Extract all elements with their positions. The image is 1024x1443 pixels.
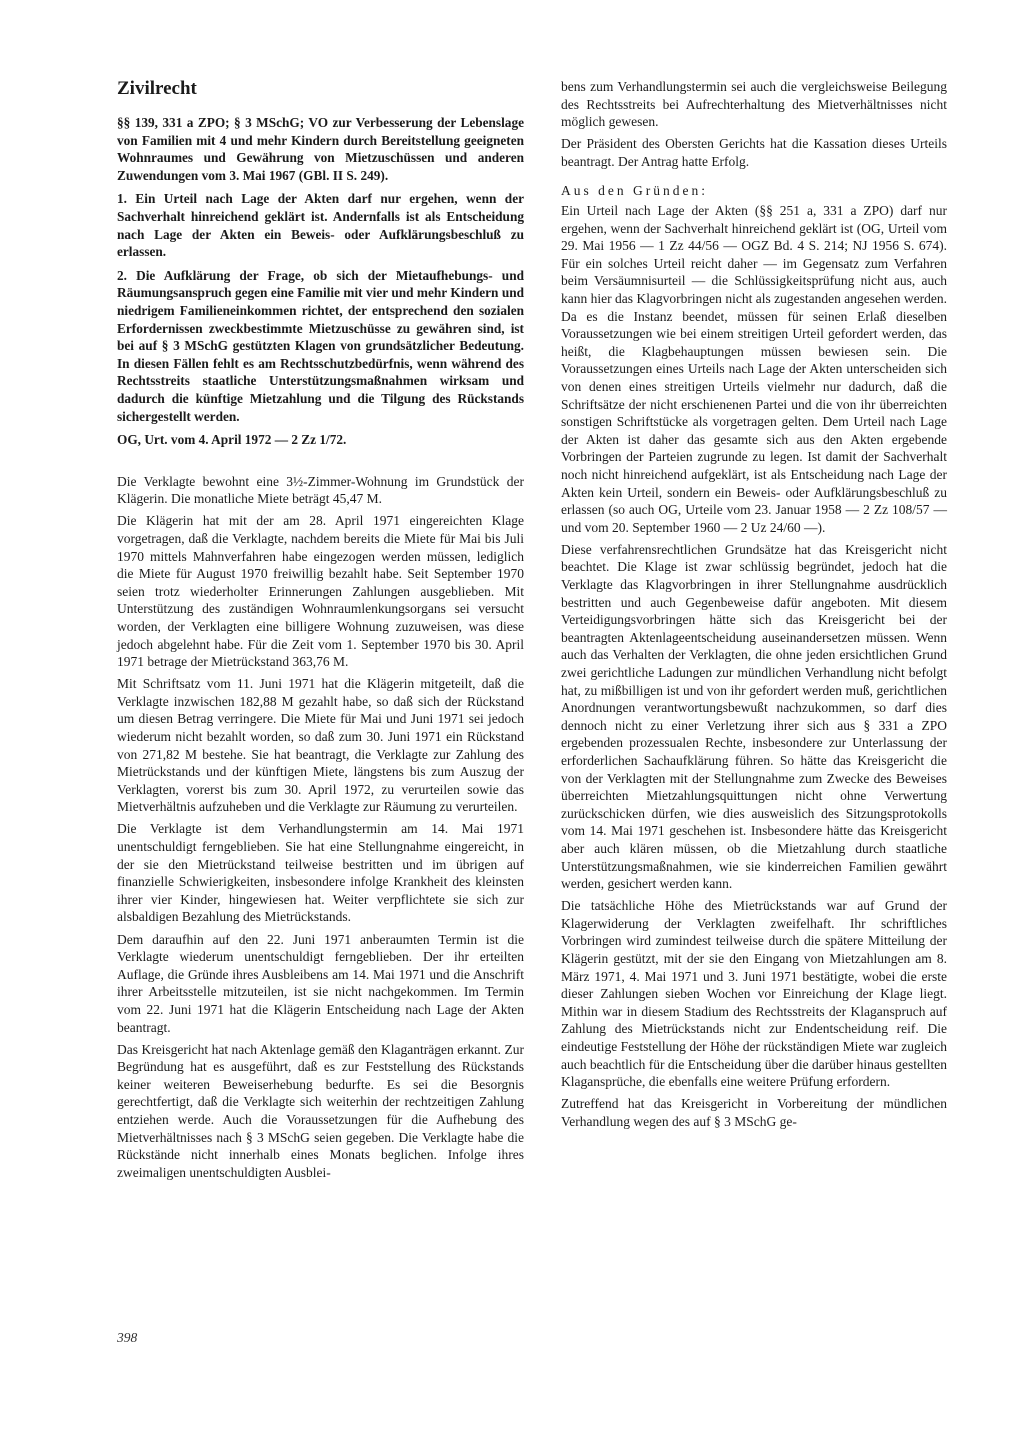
- right-paragraph-4: Zutreffend hat das Kreisgericht in Vorbereitung der mündlichen Verhandlung wegen des auf § 3 MSchG ge-: [561, 1096, 947, 1129]
- left-paragraph-1: Die Verklagte bewohnt eine 3½-Zimmer-Wohnung im Grundstück der Klägerin. Die monatliche Miete beträgt 45,47 M.: [117, 473, 524, 507]
- page-number: 398: [117, 1330, 138, 1345]
- headnote-point-2: 2. Die Aufklärung der Frage, ob sich der Mietaufhebungs- und Räumungsanspruch gegen eine Familie mit vier und mehr Kindern und niedrigem Familieneinkommen richtet, der entsprechend den sozialen Erfordernissen zweckbestimmte Mietzuschüsse zu gewähren sind, ist bei auf § 3 MSchG gestützten Klagen von grundsätzlicher Bedeutung. In diesen Fällen fehlt es am Rechtsschutzbedürfnis, wenn während des Rechtsstreits staatliche Unterstützungsmaßnahmen wirksam und dadurch die künftige Mietzahlung und die Tilgung des Rückstands sichergestellt werden.: [117, 267, 524, 424]
- court-citation: OG, Urt. vom 4. April 1972 — 2 Zz 1/72.: [117, 432, 347, 448]
- section-title: Zivilrecht: [117, 78, 197, 99]
- right-paragraph-1: Ein Urteil nach Lage der Akten (§§ 251 a, 331 a ZPO) darf nur ergehen, wenn der Sachverhalt hinreichend geklärt ist (OG, Urteil vom 29. Mai 1956 — 1 Zz 44/56 — OGZ Bd. 4 S. 214; NJ 1956 S. 674). Für ein solches Urteil reicht daher — im Gegensatz zum Verfahren beim Versäumnisurteil — die Schlüssigkeitsprüfung nicht aus, auch kann hier das Klagvorbringen nicht als zugestanden angesehen werden. Da es die Instanz beendet, müssen für seinen Erlaß dieselben Voraussetzungen wie bei einem streitigen Urteil gefordert werden, das heißt, die Klagbehauptungen müssen bewiesen sein. Die Voraussetzungen eines Urteils nach Lage der Akten unterscheiden sich von denen eines streitigen Urteils vielmehr nur dadurch, daß die Schriftsätze der nicht erschienenen Partei und die von ihr überreichten sonstigen Schriftstücke als vorgetragen gelten. Dem Urteil nach Lage der Akten ist daher das gesamte sich aus den Akten ergebende Vorbringen der Parteien zugrunde zu legen. Ist damit der Sachverhalt noch nicht hinreichend aufgeklärt, ist als Entscheidung nach Lage der Akten kein Urteil, sondern ein Beweis- oder Aufklärungsbeschluß zu erlassen (so auch OG, Urteile vom 23. Januar 1958 — 2 Zz 108/57 — und vom 20. September 1960 — 2 Uz 24/60 —).: [561, 203, 947, 535]
- reasons-heading: Aus den Gründen:: [561, 183, 708, 199]
- left-paragraph-2: Die Klägerin hat mit der am 28. April 1971 eingereichten Klage vorgetragen, daß die Verklagte, nachdem bereits die Miete für Mai bis Juli 1970 mittels Mahnverfahren habe eingezogen werden müssen, lediglich die Miete für August 1970 freiwillig bezahlt habe. Seit September 1970 seien trotz wiederholter Erinnerungen Zahlungen ausgeblieben. Mit Unterstützung des zuständigen Wohnraumlenkungsorgans sei versucht worden, der Verklagten eine billigere Wohnung zuzuweisen, was diese jedoch abgelehnt habe. Für die Zeit vom 1. September 1970 bis 30. April 1971 betrage der Mietrückstand 363,76 M.: [117, 513, 524, 670]
- right-column: [561, 78, 947, 1135]
- headnote-norms: §§ 139, 331 a ZPO; § 3 MSchG; VO zur Verbesserung der Lebenslage von Familien mit 4 und mehr Kindern durch Bereitstellung geeigneten Wohnraumes und Gewährung von Mietzuschüssen und anderen Zuwendungen vom 3. Mai 1967 (GBl. II S. 249).: [117, 115, 524, 183]
- left-paragraph-5: Dem daraufhin auf den 22. Juni 1971 anberaumten Termin ist die Verklagte wiederum unentschuldigt ferngeblieben. Der ihr erteilten Auflage, die Gründe ihres Ausbleibens am 14. Mai 1971 und die Anschrift ihrer Arbeitsstelle mitzuteilen, ist sie nicht nachgekommen. Im Termin vom 22. Juni 1971 hat die Klägerin Entscheidung nach Lage der Akten beantragt.: [117, 931, 524, 1035]
- right-paragraph-continuation: bens zum Verhandlungstermin sei auch die vergleichsweise Beilegung des Rechtsstreits bei Aufrechterhaltung des Mietverhältnisses nicht möglich gewesen.: [561, 79, 947, 130]
- left-column: [117, 78, 524, 1186]
- right-paragraph-3: Die tatsächliche Höhe des Mietrückstands war auf Grund der Klagerwiderung der Verklagten zweifelhaft. Ihr schriftliches Vorbringen wird zumindest teilweise durch die spätere Mitteilung der Klägerin gestützt, mit der sie den Eingang von Mietzahlungen am 8. März 1971, 4. Mai 1971 und 3. Juni 1971 bestätigte, wobei die erste dieser Zahlungen sieben Wochen vor Einreichung der Klage liegt. Mithin war in diesem Stadium des Rechtsstreits der Klaganspruch auf Zahlung des Mietrückstands nicht zur Endentscheidung reif. Die eindeutige Feststellung der Höhe der rückständigen Miete war zugleich auch beachtlich für die Entscheidung über die darüber hinaus gestellten Klagansprüche, die ebenfalls eine weitere Prüfung erfordern.: [561, 898, 947, 1090]
- right-paragraph-2: Diese verfahrensrechtlichen Grundsätze hat das Kreisgericht nicht beachtet. Die Klage ist zwar schlüssig begründet, jedoch hat die Verklagte das Klagvorbringen in ihrer Stellungnahme ausdrücklich bestritten und auch Gegenbeweise dafür angeboten. Mit diesem Verteidigungsvorbringen hätte sich das Kreisgericht bei der beantragten Aktenlageentscheidung auseinandersetzen müssen. Wenn auch das Verhalten der Verklagten, die ohne jeden ersichtlichen Grund zwei gerichtliche Ladungen zur mündlichen Verhandlung nicht befolgt hat, zu mißbilligen ist und von ihr gefordert werden muß, gerichtlichen Anordnungen verantwortungsbewußt nachzukommen, so darf dies dennoch nicht zu einer Verletzung ihrer sich aus § 331 a ZPO ergebenden prozessualen Rechte, insbesondere zur Unterlassung der erforderlichen Sachaufklärung führen. So hätte das Kreisgericht die von der Verklagten mit der Stellungnahme zum Zwecke des Beweises überreichten Mietzahlungsquittungen nicht ohne Verwertung zurückschicken dürfen, wie dies ausweislich des Sitzungsprotokolls vom 14. Mai 1971 geschehen ist. Insbesondere hätte das Kreisgericht aber auch klären müssen, ob die Mietzahlung durch staatliche Unterstützungsmaßnahmen, wie sie kinderreichen Familien gewährt werden, gesichert werden kann.: [561, 541, 947, 892]
- headnote-point-1: 1. Ein Urteil nach Lage der Akten darf nur ergehen, wenn der Sachverhalt hinreichend geklärt ist. Andernfalls ist als Entscheidung nach Lage der Akten ein Beweis- oder Aufklärungsbeschluß zu erlassen.: [117, 191, 524, 260]
- left-paragraph-4: Die Verklagte ist dem Verhandlungstermin am 14. Mai 1971 unentschuldigt ferngeblieben. Sie hat eine Stellungnahme eingereicht, in der sie den Mietrückstand teilweise bestritten und im übrigen auf finanzielle Schwierigkeiten, insbesondere infolge Krankheit des kleinsten ihrer vier Kinder, hingewiesen hat. Weiter verpflichtete sie sich zur alsbaldigen Bezahlung des Mietrückstands.: [117, 821, 524, 925]
- right-paragraph-kassation: Der Präsident des Obersten Gerichts hat die Kassation dieses Urteils beantragt. Der Antrag hatte Erfolg.: [561, 136, 947, 169]
- left-paragraph-3: Mit Schriftsatz vom 11. Juni 1971 hat die Klägerin mitgeteilt, daß die Verklagte inzwischen 182,88 M gezahlt habe, so daß sich der Rückstand um diesen Betrag verringere. Die Miete für Mai und Juni 1971 sei jedoch wiederum nicht bezahlt worden, so daß zum 30. Juni 1971 ein Rückstand von 271,82 M bestehe. Sie hat beantragt, die Verklagte zur Zahlung des Mietrückstands und der künftigen Miete, längstens bis zum Auszug der Verklagten, vorerst bis zum 30. April 1972, zu verurteilen sowie das Mietverhältnis aufzuheben und die Verklagte zur Räumung zu verurteilen.: [117, 676, 524, 815]
- left-paragraph-6: Das Kreisgericht hat nach Aktenlage gemäß den Klaganträgen erkannt. Zur Begründung hat es ausgeführt, daß es zur Feststellung des Rückstands keiner weiteren Beweiserhebung bedurfte. Es sei die Besorgnis gerechtfertigt, daß die Verklagte sich weiterhin der rechtzeitigen Zahlung entziehen werde. Auch die Voraussetzungen für die Aufhebung des Mietverhältnisses nach § 3 MSchG seien gegeben. Die Verklagte habe die Rückstände nicht innerhalb eines Monats beglichen. Infolge ihres zweimaligen unentschuldigten Ausblei-: [117, 1041, 524, 1180]
